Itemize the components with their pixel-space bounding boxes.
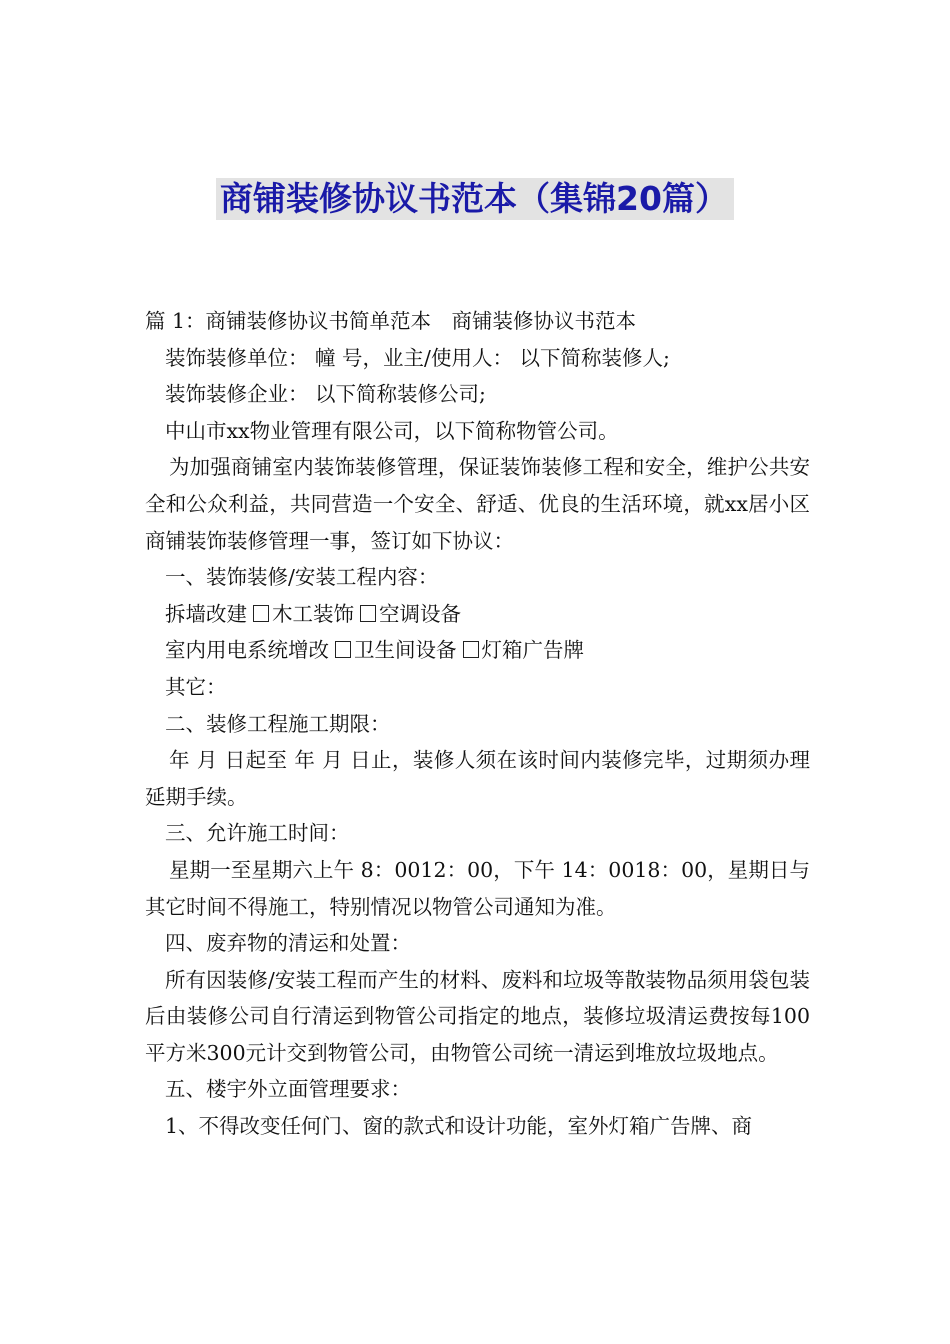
option-label: 灯箱广告牌 [481,638,584,663]
clause-heading-4: 四、废弃物的清运和处置： [165,931,411,956]
option-label: 室内用电系统增改 [165,638,329,663]
option-label: 木工装饰 [272,601,354,626]
paragraph-period: 年 月 日起至 年 月 日止，装修人须在该时间内装修完毕，过期须办理延期手续。 [145,748,810,809]
clause-heading-2: 二、装修工程施工期限： [165,711,391,736]
paragraph-purpose: 为加强商铺室内装饰装修管理，保证装饰装修工程和安全，维护公共安全和公众利益，共同营造一个安全、舒适、优良的生活环境，就xx居小区商铺装饰装修管理一事，签订如下协议： [145,455,810,553]
option-label: 拆墙改建 [165,601,247,626]
option-label: 卫生间设备 [354,638,457,663]
checkbox-row-1 [145,596,810,633]
paragraph-other: 其它： [165,674,227,699]
paragraph-facade-rule-1: 1、不得改变任何门、窗的款式和设计功能，室外灯箱广告牌、商 [165,1114,753,1139]
section-heading: 篇 1：商铺装修协议书简单范本 商铺装修协议书范本 [145,309,637,333]
paragraph-property-company: 中山市xx物业管理有限公司，以下简称物管公司。 [165,418,619,443]
document-title: 商铺装修协议书范本（集锦20篇） [216,178,734,220]
checkbox-icon [463,641,479,658]
checkbox-icon [360,605,376,622]
checkbox-icon [253,605,269,622]
paragraph-waste: 所有因装修/安装工程而产生的材料、废料和垃圾等散装物品须用袋包装后由装修公司自行清运到物管公司指定的地点，装修垃圾清运费按每100平方米300元计交到物管公司，由物管公司统一清运到堆放垃圾地点。 [145,967,810,1065]
option-label: 空调设备 [379,601,461,626]
clause-heading-3: 三、允许施工时间： [165,821,350,846]
checkbox-icon [335,641,351,658]
clause-heading-5: 五、楼宇外立面管理要求： [165,1077,411,1102]
checkbox-row-2 [145,632,810,669]
title-container [0,178,950,220]
paragraph-decoration-company: 装饰装修企业： 以下简称装修公司; [165,382,486,407]
paragraph-decoration-unit: 装饰装修单位： 幢 号，业主/使用人： 以下简称装修人; [165,345,670,370]
document-body [145,303,810,1145]
paragraph-work-hours: 星期一至星期六上午 8：0012：00，下午 14：0018：00，星期日与其它时间不得施工，特别情况以物管公司通知为准。 [145,857,810,919]
clause-heading-1: 一、装饰装修/安装工程内容： [165,565,439,590]
